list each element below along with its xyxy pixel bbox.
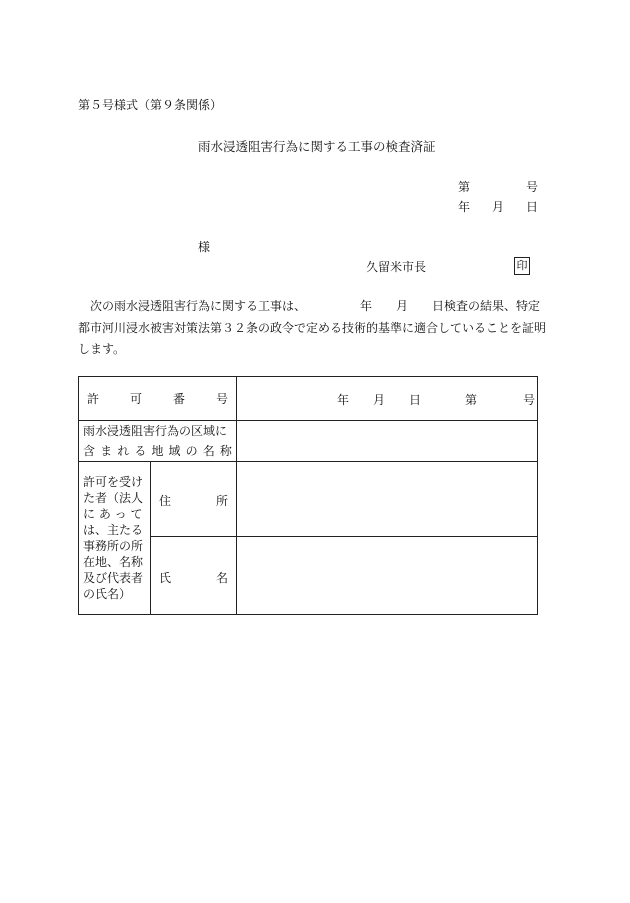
body-line1-a: 次の雨水浸透阻害行為に関する工事は、 <box>90 299 307 313</box>
seal-label: 印 <box>514 257 530 275</box>
permit-number-row <box>79 377 538 421</box>
issue-year: 年 <box>458 200 471 214</box>
permit-number-label-cell <box>79 377 237 421</box>
address-row <box>79 462 538 537</box>
permit-number-value-cell[interactable] <box>237 377 538 421</box>
body-line1-b: 日検査の結果、特定 <box>432 299 541 313</box>
seal-mark <box>514 257 530 275</box>
address-label-cell <box>151 462 237 537</box>
issue-day: 日 <box>525 200 538 214</box>
recipient-honorific: 様 <box>198 240 211 254</box>
address-value-cell[interactable] <box>237 462 538 537</box>
inspection-table <box>78 376 538 615</box>
issue-number <box>458 178 538 195</box>
area-label-line2: 含 ま れ る 地 域 の 名 称 <box>83 444 232 458</box>
body-line2: 都市河川浸水被害対策法第３２条の政令で定める技術的基準に適合していることを証明 <box>78 321 547 335</box>
body-line1-month: 月 <box>396 299 409 313</box>
permit-no-suffix: 号 <box>523 392 536 407</box>
permit-no-prefix: 第 <box>465 392 478 407</box>
document-title: 雨水浸透阻害行為に関する工事の検査済証 <box>198 139 436 154</box>
issue-month: 月 <box>491 200 504 214</box>
area-row <box>79 421 538 462</box>
issue-date <box>458 198 538 215</box>
name-value-cell[interactable] <box>237 537 538 615</box>
name-label: 氏 名 <box>159 571 228 585</box>
issue-number-suffix: 号 <box>525 180 538 194</box>
body-line3: します。 <box>78 342 126 356</box>
form-number: 第５号様式（第９条関係） <box>78 98 223 112</box>
area-label-line1: 雨水浸透阻害行為の区域に <box>83 424 228 438</box>
grantee-label-cell: 許可を受け た者（法人 に あ っ て は、主たる 事務所の所 在地、名称 及び代表者 の氏名） <box>79 462 151 615</box>
body-line1-year: 年 <box>360 299 373 313</box>
area-value-cell[interactable] <box>237 421 538 462</box>
issue-number-prefix: 第 <box>458 180 471 194</box>
permit-year: 年 <box>337 392 350 407</box>
address-label: 住 所 <box>159 494 228 508</box>
permit-day: 日 <box>409 392 422 407</box>
permit-month: 月 <box>373 392 386 407</box>
name-label-cell <box>151 537 237 615</box>
issuer-title: 久留米市長 <box>366 260 427 274</box>
permit-number-label: 許 可 番 号 <box>87 392 228 406</box>
area-label-cell <box>79 421 237 462</box>
